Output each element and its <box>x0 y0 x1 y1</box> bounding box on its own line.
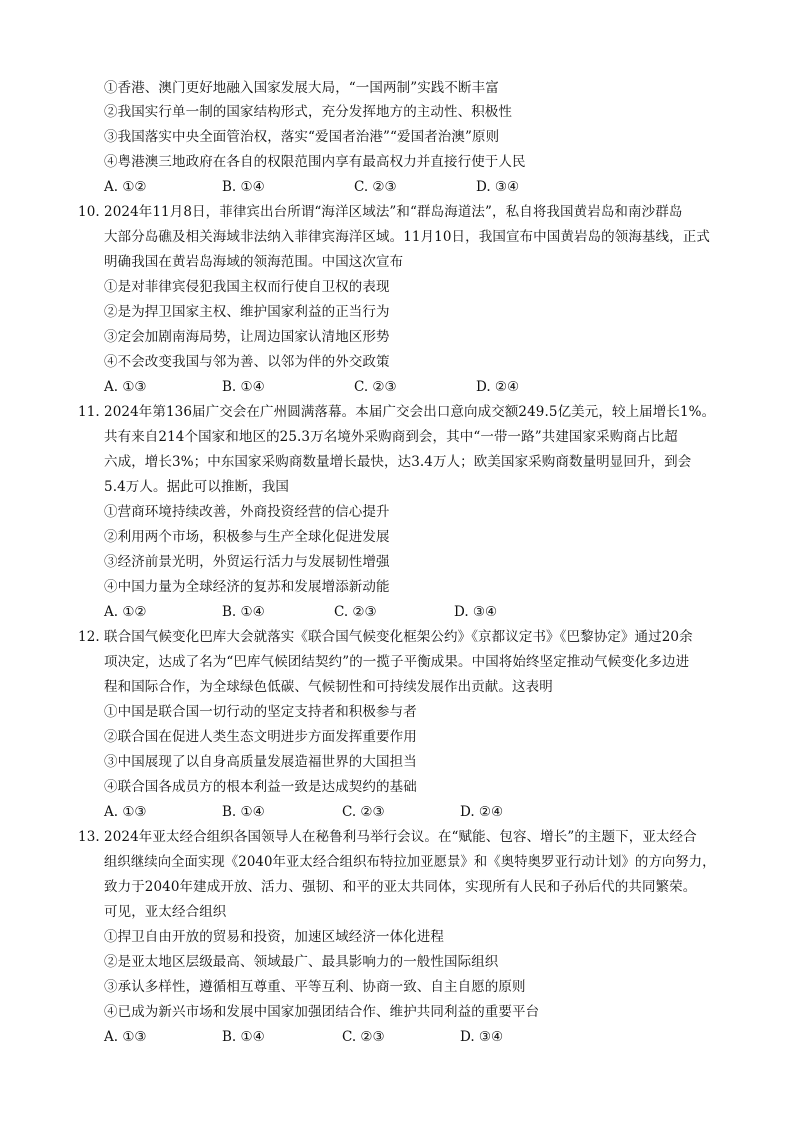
q10-option-d: D. ②④ <box>476 379 520 395</box>
q13-statement-3: ③承认多样性，遵循相互尊重、平等互利、协商一致、自主自愿的原则 <box>104 979 526 995</box>
q9-statement-3: ③我国落实中央全面管治权，落实“爱国者治港”“爱国者治澳”原则 <box>104 129 500 145</box>
q13-option-d: D. ③④ <box>460 1029 504 1045</box>
q11-statement-2: ②利用两个市场，积极参与生产全球化促进发展 <box>104 529 390 545</box>
q9-statement-1: ①香港、澳门更好地融入国家发展大局，“一国两制”实践不断丰富 <box>104 80 499 96</box>
q10-stem-line-2: 大部分岛礁及相关海域非法纳入菲律宾海洋区域。11月10日，我国宣布中国黄岩岛的领海基线，正式 <box>104 229 710 245</box>
q11-options <box>104 600 704 624</box>
q13-stem-line-2: 组织继续向全面实现《2040年亚太经合组织布特拉加亚愿景》和《奥特奥罗亚行动计划》的方向努力， <box>104 854 716 870</box>
q11-statement-3: ③经济前景光明，外贸运行活力与发展韧性增强 <box>104 554 390 570</box>
q10-stem-line-3: 明确我国在黄岩岛海域的领海范围。中国这次宣布 <box>104 254 404 270</box>
q9-option-b: B. ①④ <box>222 179 265 195</box>
q10-statement-2: ②是为捍卫国家主权、维护国家利益的正当行为 <box>104 304 390 320</box>
q11-stem-line-1: 2024年第136届广交会在广州圆满落幕。本届广交会出口意向成交额249.5亿美元，较上届增长1%。 <box>104 404 716 420</box>
q12-statement-4: ④联合国各成员方的根本利益一致是达成契约的基础 <box>104 779 417 795</box>
q10-options <box>104 375 704 399</box>
q9-statement-2: ②我国实行单一制的国家结构形式，充分发挥地方的主动性、积极性 <box>104 104 512 120</box>
q10-option-b: B. ①④ <box>222 379 265 395</box>
q12-stem-line-2: 项决定，达成了名为“巴库气候团结契约”的一揽子平衡成果。中国将始终坚定推动气候变化多边进 <box>104 654 690 670</box>
q12-statement-3: ③中国展现了以自身高质量发展造福世界的大国担当 <box>104 754 417 770</box>
q11-stem-line-4: 5.4万人。据此可以推断，我国 <box>104 479 289 495</box>
q13-statement-4: ④已成为新兴市场和发展中国家加强团结合作、维护共同利益的重要平台 <box>104 1004 540 1020</box>
q13-stem-line-1: 2024年亚太经合组织各国领导人在秘鲁利马举行会议。在“赋能、包容、增长”的主题下，亚太经合 <box>104 829 697 845</box>
q12-statement-2: ②联合国在促进人类生态文明进步方面发挥重要作用 <box>104 729 417 745</box>
q12-number: 12. <box>78 629 100 645</box>
q13-stem-line-4: 可见，亚太经合组织 <box>104 904 227 920</box>
q11-number: 11. <box>78 404 100 420</box>
q10-statement-4: ④不会改变我国与邻为善、以邻为伴的外交政策 <box>104 354 390 370</box>
q10-stem-line-1: 2024年11月8日，菲律宾出台所谓“海洋区域法”和“群岛海道法”，私自将我国黄岩岛和南沙群岛 <box>104 204 683 220</box>
q12-statement-1: ①中国是联合国一切行动的坚定支持者和积极参与者 <box>104 704 417 720</box>
q13-options <box>104 1025 704 1049</box>
q11-option-d: D. ③④ <box>454 604 498 620</box>
q9-options <box>104 175 704 199</box>
q10-statement-1: ①是对菲律宾侵犯我国主权而行使自卫权的表现 <box>104 279 390 295</box>
q13-stem-line-3: 致力于2040年建成开放、活力、强韧、和平的亚太共同体，实现所有人民和子孙后代的共同繁荣。 <box>104 879 697 895</box>
q11-stem-line-2: 共有来自214个国家和地区的25.3万名境外采购商到会，其中“一带一路”共建国家采购商占比超 <box>104 429 678 445</box>
q12-options <box>104 800 704 824</box>
q12-option-d: D. ②④ <box>460 804 504 820</box>
q9-statement-4: ④粤港澳三地政府在各自的权限范围内享有最高权力并直接行使于人民 <box>104 154 526 170</box>
q11-statement-1: ①营商环境持续改善，外商投资经营的信心提升 <box>104 504 390 520</box>
q13-statement-2: ②是亚太地区层级最高、领域最广、最具影响力的一般性国际组织 <box>104 954 499 970</box>
q10-statement-3: ③定会加剧南海局势，让周边国家认清地区形势 <box>104 329 390 345</box>
q10-option-a: A. ①③ <box>104 379 147 395</box>
q12-stem-line-1: 联合国气候变化巴库大会就落实《联合国气候变化框架公约》《京都议定书》《巴黎协定》通过20余 <box>104 629 693 645</box>
q11-option-b: B. ①④ <box>222 604 265 620</box>
q9-option-a: A. ①② <box>104 179 147 195</box>
q13-option-b: B. ①④ <box>222 1029 265 1045</box>
q11-statement-4: ④中国力量为全球经济的复苏和发展增添新动能 <box>104 579 390 595</box>
q9-option-d: D. ③④ <box>476 179 520 195</box>
q12-option-c: C. ②③ <box>342 804 385 820</box>
q9-option-c: C. ②③ <box>354 179 397 195</box>
q12-stem-line-3: 程和国际合作，为全球绿色低碳、气候韧性和可持续发展作出贡献。这表明 <box>104 679 553 695</box>
q11-option-c: C. ②③ <box>334 604 377 620</box>
q13-statement-1: ①捍卫自由开放的贸易和投资，加速区域经济一体化进程 <box>104 929 444 945</box>
q13-number: 13. <box>78 829 100 845</box>
q10-option-c: C. ②③ <box>354 379 397 395</box>
q10-number: 10. <box>78 204 100 220</box>
q12-option-a: A. ①③ <box>104 804 147 820</box>
q12-option-b: B. ①④ <box>222 804 265 820</box>
q11-option-a: A. ①② <box>104 604 147 620</box>
q11-stem-line-3: 六成，增长3%；中东国家采购商数量增长最快，达3.4万人；欧美国家采购商数量明显回升，到会 <box>104 454 692 470</box>
q13-option-a: A. ①③ <box>104 1029 147 1045</box>
q13-option-c: C. ②③ <box>342 1029 385 1045</box>
